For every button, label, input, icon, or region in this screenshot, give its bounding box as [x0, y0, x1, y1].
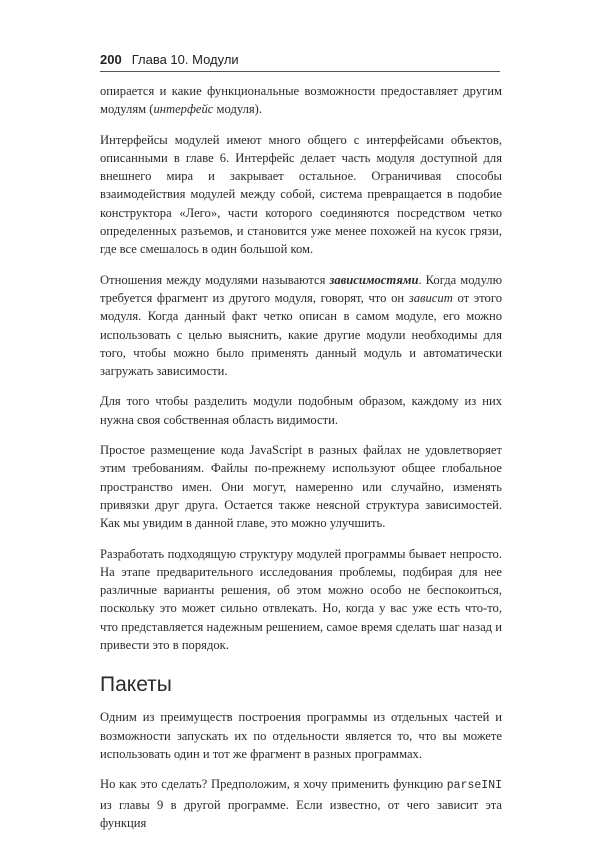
paragraph-3-text-a: Отношения между модулями называются: [100, 272, 330, 287]
paragraph-1-text-a: опирается и какие функциональные возможности предоставляет другим модулям (: [100, 84, 502, 117]
body-text: [100, 82, 502, 844]
section-paragraph-2: [100, 775, 502, 832]
inline-code-parseini: parseINI: [446, 779, 502, 793]
term-interface: интерфейс: [153, 102, 214, 117]
paragraph-3: [100, 271, 502, 381]
paragraph-4: Для того чтобы разделить модули подобным образом, каждому из них нужна своя собственная область видимости.: [100, 394, 502, 427]
paragraph-5: Простое размещение кода JavaScript в разных файлах не удовлетворяет этим требованиям. Файлы по-прежнему используют общее глобальное пространство имен. Они могут, намеренно или случайно, изменять привязки друг друга. Остается также неясной структура зависимостей. Как мы увидим в данной главе, это можно улучшить.: [100, 443, 502, 531]
paragraph-3-text-c: от этого модуля. Когда данный факт четко описан в самом модуле, его можно использовать с целью выяснить, какие другие модули необходимы для того, чтобы можно было применять данный модуль и автоматически загружать зависимости.: [100, 290, 502, 379]
paragraph-1-text-b: модуля).: [213, 102, 263, 117]
paragraph-3-text-b: . Когда модулю требуется фрагмент из другого модуля, говорят, что он: [100, 272, 502, 305]
paragraph-6: Разработать подходящую структуру модулей программы бывает непросто. На этапе предварительного исследования проблемы, подбирая для нее различные варианты решения, об этом можно особо не беспокоиться, поскольку это может сильно отвлекать. Но, когда у вас уже есть что-то, что представляется надежным решением, самое время сделать шаг назад и привести это в порядок.: [100, 546, 502, 653]
term-dependencies: зависимостями: [329, 272, 419, 287]
section-paragraph-1: Одним из преимуществ построения программы из отдельных частей и возможности запускать их по отдельности является то, что вы можете использовать один и тот же фрагмент в разных программах.: [100, 710, 502, 761]
section-paragraph-2-text-a: Но как это сделать? Предположим, я хочу применить функцию: [100, 777, 447, 792]
paragraph-2: Интерфейсы модулей имеют много общего с интерфейсами объектов, описанными в главе 6. Интерфейс делает часть модуля доступной для внешнего мира и закрывает остальное. Ограничивая способы взаимодействия модулей между собой, система превращается в подобие конструктора «Лего», части которого соединяются посредством четко определенных разъемов, и становится уже менее похожей на кусок грязи, где все смешалось в один большой ком.: [100, 132, 502, 257]
page-number: 200: [100, 52, 122, 67]
section-heading: Пакеты: [100, 673, 172, 697]
chapter-title: Глава 10. Модули: [131, 52, 239, 67]
running-header: [100, 46, 500, 72]
term-depends: зависит: [408, 290, 453, 305]
paragraph-1: [100, 82, 502, 119]
section-paragraph-2-text-b: из главы 9 в другой программе. Если известно, от чего зависит эта функция: [100, 797, 502, 830]
